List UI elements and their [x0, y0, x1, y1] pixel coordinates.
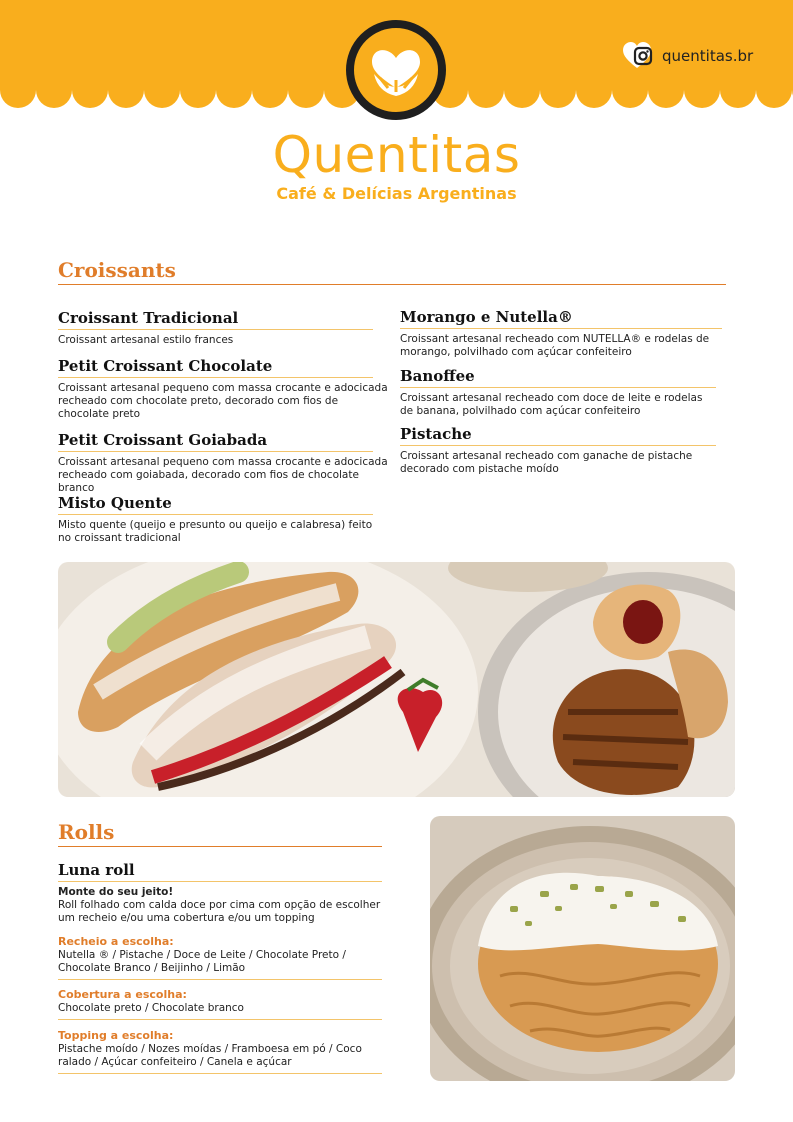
option-group-topping	[58, 1029, 382, 1074]
section-title-croissants: Croissants	[58, 258, 176, 282]
roll-intro-text: Roll folhado com calda doce por cima com opção de escolher um recheio e/ou uma cobertura e/ou um topping	[58, 899, 381, 924]
item-name: Morango e Nutella®	[400, 307, 722, 329]
menu-item-misto-quente	[58, 493, 373, 545]
menu-item-morango-nutella	[400, 307, 722, 359]
item-description: Croissant artesanal pequeno com massa crocante e adocicada recheado com goiabada, decorado com fios de chocolate branco	[58, 456, 388, 494]
brand-block	[0, 128, 793, 203]
item-name: Pistache	[400, 424, 716, 446]
croissant-heart-logo-icon	[346, 20, 446, 120]
menu-item-croissant-tradicional	[58, 308, 373, 347]
menu-item-petit-croissant-goiabada	[58, 430, 393, 495]
item-name: Croissant Tradicional	[58, 308, 373, 330]
menu-item-luna-roll	[58, 860, 382, 1074]
roll-intro-heading: Monte do seu jeito!	[58, 886, 174, 898]
option-divider	[58, 1019, 382, 1020]
item-description: Croissant artesanal recheado com ganache de pistache decorado com pistache moído	[400, 450, 693, 475]
instagram-handle[interactable]: quentitas.br	[662, 47, 754, 65]
option-values: Nutella ® / Pistache / Doce de Leite / Chocolate Preto / Chocolate Branco / Beijinho / Limão	[58, 949, 346, 974]
item-description: Croissant artesanal recheado com NUTELLA® e rodelas de morango, polvilhado com açúcar confeiteiro	[400, 333, 710, 358]
croissants-photo	[58, 562, 735, 797]
option-label: Cobertura a escolha:	[58, 988, 187, 1001]
item-name: Petit Croissant Goiabada	[58, 430, 373, 452]
instagram-icon	[622, 41, 656, 71]
option-group-cobertura	[58, 988, 382, 1020]
option-label: Recheio a escolha:	[58, 935, 174, 948]
item-description: Misto quente (queijo e presunto ou queijo e calabresa) feito no croissant tradicional	[58, 519, 373, 544]
menu-item-pistache	[400, 424, 716, 476]
item-description: Croissant artesanal pequeno com massa crocante e adocicada recheado com chocolate preto, decorado com fios de chocolate preto	[58, 382, 388, 420]
option-divider	[58, 1073, 382, 1074]
section-divider	[58, 846, 382, 847]
option-label: Topping a escolha:	[58, 1029, 174, 1042]
item-name: Misto Quente	[58, 493, 373, 515]
item-name: Banoffee	[400, 366, 716, 388]
option-values: Pistache moído / Nozes moídas / Framboesa em pó / Coco ralado / Açúcar confeiteiro / Canela e açúcar	[58, 1043, 362, 1068]
item-name: Petit Croissant Chocolate	[58, 356, 373, 378]
menu-item-petit-croissant-chocolate	[58, 356, 388, 421]
luna-roll-photo	[430, 816, 735, 1081]
item-name: Luna roll	[58, 860, 382, 882]
item-description: Croissant artesanal estilo frances	[58, 334, 234, 346]
brand-name: Quentitas	[272, 126, 521, 184]
menu-item-banoffee	[400, 366, 716, 418]
option-divider	[58, 979, 382, 980]
section-divider	[58, 284, 726, 285]
section-title-rolls: Rolls	[58, 820, 115, 844]
brand-tagline: Café & Delícias Argentinas	[276, 184, 517, 203]
option-group-recheio	[58, 935, 382, 980]
item-description: Croissant artesanal recheado com doce de leite e rodelas de banana, polvilhado com açúcar confeiteiro	[400, 392, 703, 417]
instagram-badge[interactable]	[622, 42, 753, 70]
option-values: Chocolate preto / Chocolate branco	[58, 1002, 244, 1014]
